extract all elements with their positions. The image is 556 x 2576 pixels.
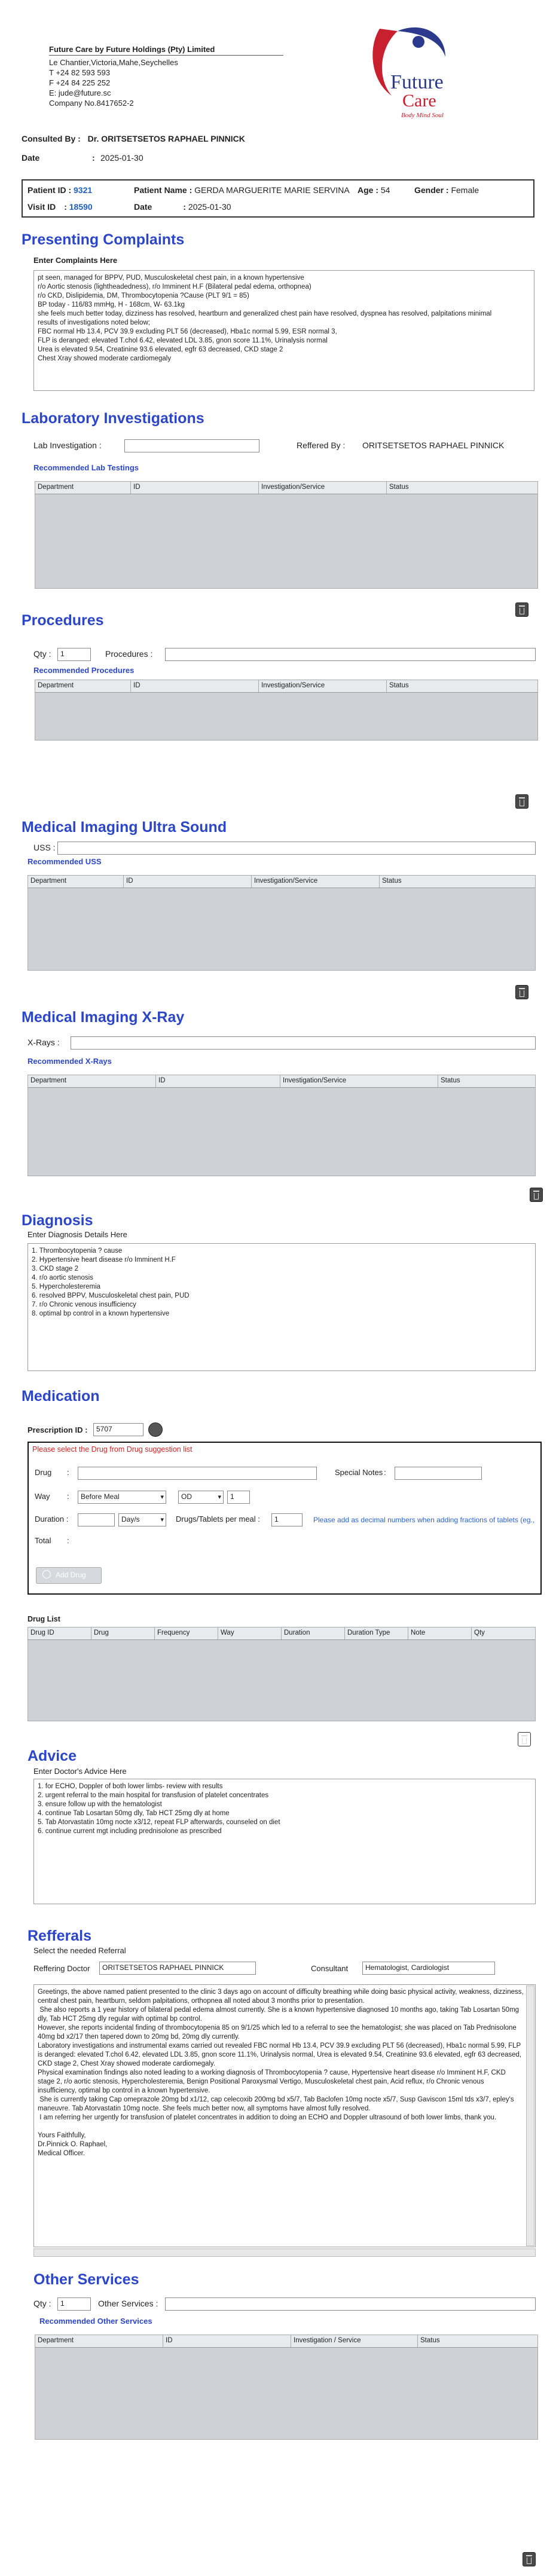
referral-vertical-scrollbar[interactable] — [526, 1985, 534, 2246]
lab-delete-icon[interactable] — [515, 602, 528, 617]
referral-horizontal-scrollbar[interactable] — [33, 2248, 536, 2257]
xray-grid — [28, 1075, 536, 1176]
diagnosis-textarea[interactable]: 1. Thrombocytopenia ? cause 2. Hypertensive heart disease r/o Imminent H.F 3. CKD stage 2 4. r/o aortic stenosis 5. Hypercholesteremia 6. resolved BPPV, Musculoskeletal chest pain, PUD 7. r/o Chronic venous insufficiency 8. optimal bp control in a known hypertensive — [28, 1243, 536, 1371]
drug-col-frequency[interactable]: Frequency — [155, 1627, 218, 1639]
decimal-note: Please add as decimal numbers when adding fractions of tablets (eg., — [313, 1516, 535, 1524]
consultant-input[interactable]: Hematologist, Cardiologist — [362, 1962, 495, 1975]
drug-col-duration[interactable]: Duration — [282, 1627, 345, 1639]
proc-col-id[interactable]: ID — [131, 680, 259, 692]
referrals-subtitle: Select the needed Referral — [33, 1946, 126, 1955]
uss-title: Medical Imaging Ultra Sound — [22, 819, 227, 836]
referrals-title: Refferals — [28, 1928, 91, 1944]
proc-col-investigation[interactable]: Investigation/Service — [259, 680, 387, 692]
other-col-status[interactable]: Status — [420, 2337, 440, 2344]
procedures-title: Procedures — [22, 612, 104, 629]
clinic-details — [49, 44, 300, 54]
logo-text-future: Future — [390, 71, 444, 93]
visit-date-sep: : — [183, 202, 187, 212]
uss-col-status[interactable]: Status — [382, 877, 402, 885]
lab-investigation-input[interactable] — [124, 439, 259, 452]
referring-doctor-input[interactable]: ORITSETSETOS RAPHAEL PINNICK — [99, 1962, 256, 1975]
xray-col-investigation[interactable]: Investigation/Service — [280, 1075, 438, 1087]
procedures-delete-icon[interactable] — [515, 794, 528, 809]
xray-col-department[interactable]: Department — [28, 1075, 156, 1087]
drug-col-drug[interactable]: Drug — [91, 1627, 155, 1639]
drug-entry-box — [28, 1442, 542, 1595]
diagnosis-subtitle: Enter Diagnosis Details Here — [28, 1230, 127, 1239]
duration-label: Duration : — [35, 1515, 69, 1523]
visit-date-label: Date — [134, 202, 152, 212]
patient-name-label: Patient Name : — [134, 185, 193, 195]
total-label: Total — [35, 1536, 51, 1545]
logo-text-care: Care — [402, 91, 436, 111]
lab-col-investigation[interactable]: Investigation/Service — [259, 482, 387, 494]
xray-col-id[interactable]: ID — [156, 1075, 280, 1087]
referred-by-value: ORITSETSETOS RAPHAEL PINNICK — [362, 440, 505, 450]
way-select[interactable]: Before Meal ▾ — [78, 1491, 166, 1504]
lab-col-department[interactable]: Department — [35, 482, 131, 494]
lab-col-status[interactable]: Status — [389, 484, 409, 491]
consulted-by — [22, 134, 245, 143]
drug-label-sep: : — [67, 1468, 69, 1477]
way-label: Way — [35, 1492, 50, 1501]
uss-delete-icon[interactable] — [515, 985, 528, 999]
lab-grid — [35, 481, 538, 589]
lab-title: Laboratory Investigations — [22, 410, 204, 427]
other-qty-label: Qty : — [33, 2299, 51, 2308]
recommended-uss-link[interactable]: Recommended USS — [28, 857, 102, 866]
procedures-input[interactable] — [165, 648, 536, 661]
patient-age — [358, 185, 390, 195]
consult-date-value: 2025-01-30 — [100, 153, 143, 163]
per-meal-label: Drugs/Tablets per meal : — [176, 1515, 260, 1523]
clinic-tel: T +24 82 593 593 — [49, 68, 111, 77]
visit-date — [134, 202, 231, 212]
drug-col-way[interactable]: Way — [218, 1627, 282, 1639]
prescription-id-label: Prescription ID : — [28, 1425, 88, 1434]
xray-title: Medical Imaging X-Ray — [22, 1009, 185, 1026]
other-col-investigation[interactable]: Investigation / Service — [291, 2335, 418, 2347]
uss-col-id[interactable]: ID — [124, 876, 252, 888]
consult-date-label: Date — [22, 153, 40, 163]
visit-id-sep: : — [64, 202, 67, 212]
patient-id-label: Patient ID : — [28, 185, 72, 195]
consult-date-sep: : — [92, 153, 95, 163]
uss-col-department[interactable]: Department — [28, 876, 124, 888]
other-services-delete-icon[interactable] — [523, 2552, 536, 2566]
consulted-by-value: Dr. ORITSETSETOS RAPHAEL PINNICK — [87, 134, 245, 143]
drug-select-hint: Please select the Drug from Drug suggestion list — [32, 1445, 193, 1454]
frequency-qty-input[interactable]: 1 — [227, 1491, 250, 1504]
recommended-lab-link[interactable]: Recommended Lab Testings — [33, 463, 139, 472]
frequency-select[interactable]: OD ▾ — [178, 1491, 224, 1504]
xray-col-status[interactable]: Status — [441, 1077, 460, 1084]
referring-doctor-label: Reffering Doctor — [33, 1964, 90, 1973]
clinic-header — [0, 0, 556, 131]
drug-col-duration-type[interactable]: Duration Type — [345, 1627, 408, 1639]
other-services-input[interactable] — [165, 2297, 536, 2311]
consultant-label: Consultant — [311, 1964, 349, 1973]
complaints-textarea[interactable]: pt seen, managed for BPPV, PUD, Musculoskeletal chest pain, in a known hypertensive r/o Aortic stenosis (lightheadedness), r/o Imminent H.F (Bilateral pedal edema, orthopnea) r/o CKD, Dislipidemia, DM, Thrombocytopenia ?Cause (PLT 9/1 = 85) BP today - 116/83 mmHg, H - 168cm, W- 63.1kg she feels much better today, dizziness has resolved, heartburn and generalized chest pain have resolved, dyspnea has resolved, palpitations minimal results of investigations noted below; FBC normal Hb 13.4, PCV 39.9 excluding PLT 56 (decreased), Hba1c normal 5.99, ESR normal 3, FLP is deranged: elevated T.chol 6.42, elevated LDL 3.85, gnon score 11.1%, Urinalysis normal Urea is elevated 9.54, Creatinine 93.6 elevated, egfr 63 decreased, CKD stage 2 Chest Xray showed moderate cardiomegaly — [33, 270, 534, 391]
drug-col-note[interactable]: Note — [408, 1627, 472, 1639]
clinic-address: Le Chantier,Victoria,Mahe,Seychelles — [49, 58, 178, 67]
procedures-qty-label: Qty : — [33, 649, 51, 659]
patient-name-value: GERDA MARGUERITE MARIE SERVINA — [194, 185, 350, 195]
duration-unit-select[interactable]: Day/s ▾ — [118, 1513, 166, 1526]
clinic-company-no: Company No.8417652-2 — [49, 99, 134, 108]
advice-textarea[interactable]: 1. for ECHO, Doppler of both lower limbs- review with results 2. urgent referral to the main hospital for transfusion of platelet concentrates 3. ensure follow up with the hematologist 4. continue Tab Losartan 50mg dly, Tab HCT 25mg dly at home 5. Tab Atorvastatin 10mg nocte x3/12, repeat FLP afterwards, counseled on diet 6. continue current mgt including prednisolone as prescribed — [33, 1779, 536, 1904]
special-notes-label: Special Notes — [335, 1468, 383, 1477]
recommended-other-link[interactable]: Recommended Other Services — [39, 2317, 152, 2326]
patient-age-label: Age : — [358, 185, 378, 195]
complaints-subtitle: Enter Complaints Here — [33, 256, 118, 265]
special-notes-sep: : — [384, 1468, 386, 1477]
procedures-label: Procedures : — [105, 649, 153, 659]
clinic-name: Future Care by Future Holdings (Pty) Limited — [49, 45, 215, 54]
patient-gender — [414, 185, 479, 195]
consult-date — [22, 153, 143, 163]
uss-grid — [28, 875, 536, 971]
special-notes-input[interactable] — [395, 1467, 482, 1480]
drug-input[interactable] — [78, 1467, 317, 1480]
duration-input[interactable] — [78, 1513, 115, 1526]
patient-gender-value: Female — [451, 185, 479, 195]
refresh-icon[interactable] — [148, 1422, 163, 1437]
xray-input[interactable] — [71, 1036, 536, 1050]
uss-input[interactable] — [57, 842, 536, 855]
procedures-qty-input[interactable]: 1 — [57, 648, 91, 661]
patient-name — [134, 185, 350, 195]
visit-id-value[interactable]: 18590 — [69, 202, 93, 212]
prescription-id-input[interactable]: 5707 — [93, 1423, 143, 1436]
uss-col-investigation[interactable]: Investigation/Service — [252, 876, 380, 888]
advice-subtitle: Enter Doctor's Advice Here — [33, 1767, 127, 1776]
other-qty-input[interactable]: 1 — [57, 2297, 91, 2311]
way-label-sep: : — [67, 1492, 69, 1501]
procedures-grid — [35, 680, 538, 741]
clinic-logo — [356, 24, 475, 126]
proc-col-status[interactable]: Status — [389, 682, 409, 689]
drug-label: Drug — [35, 1468, 52, 1477]
other-services-label: Other Services : — [98, 2299, 158, 2308]
drug-list-title: Drug List — [28, 1615, 60, 1623]
visit-date-value: 2025-01-30 — [188, 202, 231, 212]
logo-tagline: Body Mind Soul — [401, 112, 444, 119]
patient-id-value[interactable]: 9321 — [74, 185, 93, 195]
add-icon — [42, 1570, 51, 1578]
uss-label: USS : — [33, 843, 56, 852]
clinic-email: E: jude@future.sc — [49, 88, 111, 97]
lab-investigation-label: Lab Investigation : — [33, 440, 102, 450]
drug-list-grid — [28, 1627, 536, 1721]
patient-info-box — [22, 179, 534, 218]
patient-age-value: 54 — [380, 185, 390, 195]
other-col-id[interactable]: ID — [163, 2335, 291, 2347]
consulted-by-label: Consulted By : — [22, 134, 81, 143]
other-services-grid — [35, 2335, 538, 2440]
per-meal-input[interactable]: 1 — [271, 1513, 303, 1526]
referred-by-label: Reffered By : — [297, 440, 346, 450]
add-drug-button[interactable] — [36, 1567, 102, 1584]
referral-letter-textarea[interactable]: Greetings, the above named patient presented to the clinic 3 days ago on account of difficulty breathing while doing basic physical activity, weakness, dizziness, central chest pain, heartburn, seldom palpitations, orthopnea all noted about 3 months prior to presentation. She also reports a 1 year history of bilateral pedal edema almost currently. She is a known hypertensive diagnosed 10 months ago, taking Tab Losartan 50mg dly, Tab HCT 25mg dly regular with optimal bp control. However, she reports incidental finding of thrombocytopenia 85 on 9/1/25 which led to a referral to see the hematologist; she was placed on Tab Prednisolone 40mg bd x2/17 then tapered down to 20mg bd, 20mg dly currently. Laboratory investigations and instrumental exams carried out revealed FBC normal Hb 13.4, PCV 39.9 excluding PLT 56 (decreased), Hba1c normal 5.99, FLP is deranged: elevated T.chol 6.42, elevated LDL 3.85, gnon score 11.1%, Urinalysis normal, Urea is elevated 9.54, Creatinine 93.6 elevated, egfr 63 decreased, CKD stage 2, Chest Xray showed moderate cardiomegaly. Physical examination findings also noted leading to a working diagnosis of Thrombocytopenia ? cause, Hypertensive heart disease r/o Imminent H.F, CKD stage 2, r/o aortic stenosis, Hypercholesteremia, Benign Positional Paroxysmal Vertigo, Musculoskeletal chest pain, Acid reflux, r/o Chronic venous insufficiency, optimal bp control in a known hypertensive. She is currently taking Cap omeprazole 20mg bd x1/12, cap celecoxib 200mg bd x5/7, Tab Baclofen 10mg nocte x5/7, Susp Gaviscon 15ml tds x3/7, epley's maneuvre. Tab Atorvastatin 10mg nocte. She feels much better now, all symptoms have almost fully resolved. I am referring her urgently for transfusion of platelet concentrates in addition to doing an ECHO and Doppler ultrasound of both lower limbs, thank you. Yours Faithfully, Dr.Pinnick O. Raphael, Medical Officer. — [33, 1984, 536, 2247]
proc-col-department[interactable]: Department — [35, 680, 131, 692]
visit-id — [28, 202, 93, 212]
medication-title: Medication — [22, 1388, 100, 1405]
drug-list-delete-icon[interactable] — [518, 1732, 531, 1746]
complaints-title: Presenting Complaints — [22, 231, 185, 248]
total-sep: : — [67, 1536, 69, 1545]
patient-gender-label: Gender : — [414, 185, 449, 195]
clinic-fax: F +24 84 225 252 — [49, 78, 111, 87]
visit-id-label: Visit ID — [28, 202, 56, 212]
diagnosis-title: Diagnosis — [22, 1212, 93, 1229]
other-col-department[interactable]: Department — [35, 2335, 163, 2347]
advice-title: Advice — [28, 1748, 77, 1764]
recommended-xray-link[interactable]: Recommended X-Rays — [28, 1057, 112, 1066]
other-services-title: Other Services — [33, 2271, 139, 2288]
xray-delete-icon[interactable] — [530, 1188, 543, 1202]
patient-id — [28, 185, 92, 195]
add-drug-label: Add Drug — [56, 1571, 86, 1579]
drug-col-id[interactable]: Drug ID — [28, 1627, 91, 1639]
recommended-procedures-link[interactable]: Recommended Procedures — [33, 666, 135, 675]
lab-col-id[interactable]: ID — [131, 482, 259, 494]
xray-label: X-Rays : — [28, 1038, 60, 1047]
drug-col-qty[interactable]: Qty — [474, 1629, 485, 1636]
